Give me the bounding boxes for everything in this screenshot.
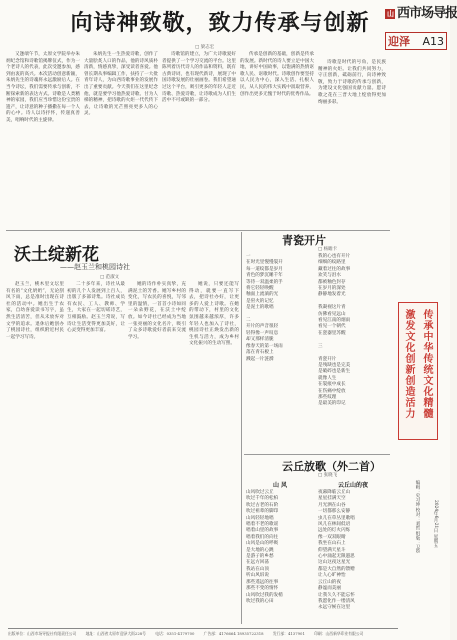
column-divider: [241, 232, 242, 624]
poem-line: 心中涌起无限遐思: [318, 554, 355, 560]
poem-line: 风儿在林间低语: [318, 522, 351, 528]
poem-line: 仿佛看见远山: [318, 311, 346, 317]
footer-publisher: 出版单位：山西市场导报社有限责任公司: [8, 631, 77, 636]
poem-divider: [244, 454, 390, 455]
poem-yunqiuye-lines: [318, 490, 388, 624]
page-number: A13: [422, 35, 444, 48]
poem-qinghua-title: 青瓷开片: [282, 234, 326, 247]
footer-address: 地址：山西省太原市迎泽大街228号: [85, 631, 146, 636]
logo-seal: 山: [387, 8, 393, 18]
poem-line: 都被釉色封存: [318, 279, 346, 285]
poem-line: 在伤痛中绽放: [318, 388, 346, 394]
poem-line: 远处的灯火闪烁: [318, 528, 351, 534]
poem-line: 唱着我们的向往: [246, 534, 279, 540]
poem-line: 青瓷开片: [318, 356, 337, 362]
poem-line: 吹过古老的石阶: [246, 502, 279, 508]
divider: [6, 230, 390, 231]
issue-date: 2024年6月21日 星期五: [433, 500, 438, 548]
poem-line: 是游子的乡愁: [246, 554, 274, 560]
poem-line: 在远方回荡: [246, 560, 269, 566]
poem-shanfeng-lines: [246, 490, 314, 624]
poem-line: 却又那样清脆: [246, 337, 274, 343]
poem-line: 在时光里慢慢裂开: [246, 260, 283, 266]
second-article-byline: □ 范淑文: [100, 275, 120, 280]
poem-line: 我的心也有开片: [318, 254, 351, 259]
poem-line: 落在青石板上: [246, 350, 274, 356]
editor-credits: 编辑：史习坤 校对：刘哲 组版：卫娇: [415, 480, 420, 554]
footer-issue: 发行部：4137901: [272, 631, 305, 636]
poem-line: 是泥土的歌唱: [246, 305, 274, 311]
poem-line: 像春天的第一场雨: [246, 343, 283, 349]
poem-line: 都是大自然的馈赠: [318, 566, 355, 572]
poem-line: 看见一个朝代: [318, 324, 346, 330]
poem-line: 青色的梦沉睡千年: [246, 273, 283, 279]
poem-line: 永远守候在这里: [318, 605, 351, 611]
footer-ad: 广告部：4176664 18935722318: [203, 631, 264, 636]
main-article-col-4: 传承是创新的基础，创新是传承的发展。新时代的诗人要立足中国大地，讲好中国故事，以饱满的热情讴歌人民、讴歌时代。诗歌创作要坚持以人民为中心，深入生活、扎根人民，从人民的伟大实践中汲取营养，创作出更多无愧于时代的优秀作品。: [240, 52, 314, 97]
main-article-col-5: 诗歌是时代的号角，是民族精神的火炬。让我们共同努力，守正创新，砥砺前行，向诗神致敬，致力于诗歌的传承与创新，为建设文化强国贡献力量。愿诗歌之花在三晋大地上绽放得更加绚丽多彩。: [318, 60, 386, 105]
poem-line: 夜幕降临云丘山: [318, 490, 351, 495]
poem-line: 溅起一片涟漪: [246, 356, 274, 362]
poem-line: 我凝视这片青: [318, 305, 346, 311]
poem-line: 山风轻轻地唱: [246, 515, 274, 521]
second-article-title: 沃土绽新花: [14, 245, 99, 265]
second-article-col-4: 她说，只要还能写得动，就要一直写下去，把诗社办好，让更多的人爱上诗歌。在她的带动下，村里的文化氛围越来越浓厚，许多年轻人也加入了诗社，桃园诗社正焕发出新的生机与活力，成为乡村文化振兴的生动写照。: [189, 282, 239, 347]
second-article-col-2: 二十多年来，诗社从最初的几个人发展到上百人，出版了多部诗集。诗社成员有农民、工人、教师、学生，大家在一起切磋诗艺，互相鼓励。赵玉兰常说，写诗让生活变得更加美好，让心灵变得更加丰富。: [67, 282, 125, 334]
second-article-subtitle: ——赵玉兰和桃园诗社: [60, 263, 130, 271]
poem-line: 釉面上流淌的光: [246, 292, 279, 298]
poem-line: 是窑火的记忆: [246, 298, 274, 304]
poem-line: 云丘山的夜: [318, 579, 341, 585]
poem-line: 听山风诉说: [246, 573, 269, 579]
poem-qinghua-col-2: [318, 254, 388, 454]
poem-line: 每一道纹都是岁月: [246, 266, 283, 272]
poem-line: 山风是山的呼吸: [246, 541, 279, 547]
poem-line: 三: [318, 343, 323, 349]
masthead-logo: [385, 2, 457, 32]
poem-line: 是破碎也是新生: [318, 369, 351, 375]
poem-line: 静谧而美丽: [318, 586, 341, 592]
banner-slogan-2: 激发文化创新创造活力: [403, 309, 414, 419]
poem-line: 我愿化作一缕清风: [318, 598, 355, 604]
poem-line: 山风吹过我的发梢: [246, 592, 283, 598]
poem-line: 静静地发着光: [318, 292, 346, 298]
logo-text: 西市场导报: [397, 6, 457, 21]
section-name: 迎泽: [388, 35, 410, 48]
poem-line: 像一双双眼睛: [318, 534, 346, 540]
poem-line: 一: [246, 254, 251, 259]
section-box: [385, 32, 447, 50]
poem-line: 吹过千年的松柏: [246, 496, 279, 502]
poem-yunqiu-byline: □ 张晓飞: [318, 473, 338, 478]
main-byline: □ 梁志宏: [195, 45, 215, 50]
poem-line: 轻得像一声叹息: [246, 330, 279, 336]
poem-line: 那些纹理: [318, 394, 337, 400]
poem-line: 那些遥远的往事: [246, 579, 279, 585]
slogan-banner: [398, 302, 438, 440]
poem-line: 虫儿在草丛里歌唱: [318, 515, 355, 521]
poem-line: 仰望满天星斗: [318, 547, 346, 553]
poem-line: 在瓷器里苏醒: [318, 330, 346, 336]
poem-line: 我站在山顶: [246, 566, 269, 572]
main-article-col-1: 又逢端午节，太原文学院举办朱炳纪念馆和诗歌馆揭牌仪式，作为一个老诗人的代表，此次受邀参加，感到由衷的高兴。本次活动创意新颖，朱炳先生的诗魂将永远激励后人。在当今诗坛，我们需要传承与创新，不断探索新的表达方式。诗歌是人类精神的家园，我们应当珍惜这份宝贵的遗产，让诗意的种子播撒在每一个人的心中。诗人以诗抒怀，传递真善美，唱响时代的主旋律。: [6, 52, 80, 123]
poem-line: 那些不变的情怀: [246, 586, 279, 592]
main-article-col-3: 诗歌馆的建立，为广大诗歌爱好者提供了一个学习交流的平台。这里陈列着历代诗人的作品和资料，既有古典诗词，也有现代新诗，展现了中国诗歌发展的壮丽画卷。我们希望通过这个平台，吸引更多的年轻人走近诗歌、热爱诗歌，让诗歌成为人们生活中不可或缺的一部分。: [162, 52, 236, 104]
poem-line: 就像人生: [318, 375, 337, 381]
poem-line: 看见江南的烟雨: [318, 318, 351, 324]
poem-shanfeng-title: 山 风: [272, 482, 288, 489]
poem-line: 欢笑与泪水: [318, 273, 341, 279]
poem-line: 细细的纹路里: [318, 260, 346, 266]
second-article-col-3: 她的诗作朴实真挚，充满泥土的芳香。她写乡村的变化，写农民的喜悦，写邻里的温情，一首首小诗如同一朵朵野花，在沃土中绽放。如今诗社已经成为当地一张亮丽的文化名片，吸引了众多诗歌爱好者前来交流学习。: [128, 282, 186, 340]
poem-yunqiu-title: 云丘放歌（外二首）: [282, 460, 381, 473]
poem-line: 我坐在山石上: [318, 541, 346, 547]
poem-line: 在岁月的深处: [318, 286, 346, 292]
poem-line: 开片的声音很轻: [246, 324, 279, 330]
poem-line: 在裂痕中成长: [318, 382, 346, 388]
footer-print: 印刷：山西新华印业有限公司: [314, 631, 364, 636]
page-header: [40, 6, 400, 42]
footer-phone: 电话：0351-4179700: [155, 631, 195, 636]
main-headline: 向诗神致敬，致力传承与创新: [70, 11, 370, 36]
poem-line: 让人心旷神怡: [318, 573, 346, 579]
poem-line: 等待一双温柔的手: [246, 279, 283, 285]
poem-line: 二: [246, 318, 251, 324]
banner-slogan-1: 传承中华传统文化精髓: [421, 309, 432, 419]
poem-line: 一切都那么安静: [318, 509, 351, 515]
masthead: [385, 2, 457, 54]
poem-line: 星星挂满天空: [318, 496, 346, 502]
poem-line: 唱着不老的歌谣: [246, 522, 279, 528]
poem-line: 这山这夜这星光: [318, 560, 351, 566]
poem-line: 是大地的心跳: [246, 547, 274, 553]
poem-line: 将它轻轻唤醒: [246, 286, 274, 292]
poem-qinghua-col-1: [246, 254, 314, 454]
poem-yunqiuye-title: 云丘山的夜: [337, 482, 368, 489]
poem-line: 唱着山里的故事: [246, 528, 279, 534]
poem-qinghua-byline: □ 杨瞻卡: [318, 247, 338, 252]
poem-line: 让我久久不能忘怀: [318, 592, 355, 598]
poem-line: 吹过祖辈的脚印: [246, 509, 279, 515]
page-footer: [8, 628, 398, 638]
poem-line: 藏着过往的故事: [318, 266, 351, 272]
poem-line: 吹过我的心田: [246, 598, 274, 604]
main-article-col-2: 朱炳先生一生热爱诗歌，创作了大量脍炙人口的作品，他的诗风质朴清新，情感真挚，深受读者喜爱。他曾长期从事编辑工作，扶持了一大批青年诗人，为山西诗歌事业的发展作出了重要贡献。今天我们在这里纪念他，就是要学习他热爱诗歌、甘为人梯的精神，把诗歌的火炬一代代传下去，让诗歌的光芒照亮更多人的心灵。: [84, 52, 158, 117]
poem-line: 月光洒在山谷: [318, 502, 346, 508]
poem-line: 山风吹过云丘: [246, 490, 274, 495]
poem-line: 是残缺也是完美: [318, 362, 351, 368]
second-article-col-1: 赵玉兰，桃木里文坛里有名的“文化奶奶”，无论刮风下雨，总是准时出现在诗社的活动中。她出生于农家，自幼喜爱读书写字，虽然生活清苦，但从未放弃对文学的追求。退休后她创办了桃园诗社，组织附近村民一起学习写诗。: [6, 282, 64, 340]
poem-line: 是最美的印记: [318, 401, 346, 407]
